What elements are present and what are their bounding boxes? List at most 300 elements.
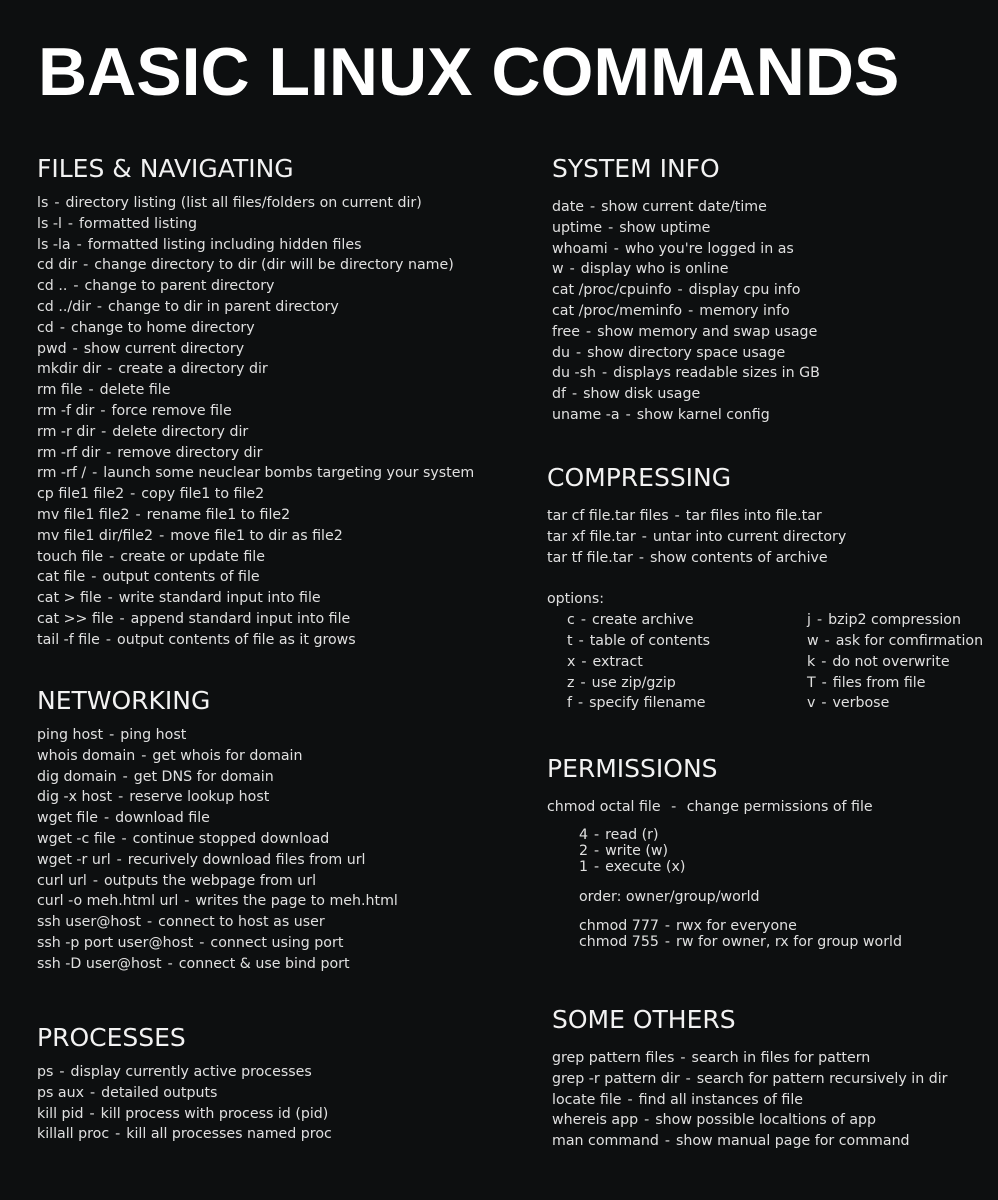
- separator: -: [664, 933, 671, 950]
- command-row: [37, 547, 474, 568]
- separator: -: [67, 215, 74, 232]
- command-description: download file: [115, 810, 210, 827]
- command-name: ps: [37, 1064, 54, 1080]
- command-row: [552, 1131, 947, 1152]
- separator: -: [585, 323, 592, 340]
- separator: -: [88, 382, 94, 399]
- separator: -: [106, 444, 112, 461]
- command-name: du: [552, 344, 570, 361]
- command-name: man command: [552, 1133, 659, 1150]
- command-name: rm -r dir: [37, 423, 96, 440]
- command-row: [552, 1069, 947, 1090]
- option-description: extract: [592, 653, 643, 670]
- option-key: w: [807, 632, 819, 649]
- option-row: [807, 693, 998, 714]
- compressing-heading: COMPRESSING: [547, 463, 732, 492]
- command-row: [37, 505, 474, 526]
- command-row: [552, 363, 820, 384]
- option-description: do not overwrite: [832, 653, 950, 670]
- separator: -: [580, 612, 586, 629]
- command-name: rm -f dir: [37, 402, 95, 419]
- command-row: [37, 1104, 332, 1125]
- command-row: [37, 871, 398, 892]
- options-label: options:: [547, 591, 605, 608]
- option-row: [579, 827, 902, 843]
- command-row: [37, 767, 398, 788]
- command-row: [552, 322, 820, 343]
- command-row: [552, 343, 820, 364]
- command-description: kill all processes named proc: [126, 1126, 332, 1143]
- separator: -: [184, 893, 190, 910]
- options-left-column: [567, 610, 807, 714]
- command-name: cat >> file: [37, 610, 114, 627]
- command-row: [37, 401, 474, 422]
- separator: -: [119, 610, 125, 627]
- option-row: [579, 859, 902, 875]
- command-description: formatted listing including hidden files: [87, 236, 362, 253]
- command-description: reserve lookup host: [129, 789, 270, 806]
- command-description: rename file1 to file2: [146, 506, 291, 523]
- command-row: [552, 301, 820, 322]
- command-name: df: [552, 386, 567, 403]
- command-name: grep -r pattern dir: [552, 1070, 680, 1087]
- command-name: ssh user@host: [37, 914, 142, 931]
- command-row: [37, 850, 398, 871]
- separator: -: [91, 569, 97, 586]
- separator: -: [90, 1084, 96, 1101]
- command-row: [37, 954, 398, 975]
- separator: -: [107, 590, 113, 607]
- compressing-list: [547, 506, 998, 568]
- option-key: 4: [579, 826, 589, 843]
- command-description: ping host: [120, 727, 187, 743]
- separator: -: [100, 402, 106, 419]
- command-row: [37, 588, 474, 609]
- command-name: curl url: [37, 872, 87, 889]
- files-list: [37, 193, 474, 651]
- command-row: [37, 422, 474, 443]
- command-row: [37, 630, 474, 651]
- command-row: [37, 808, 398, 829]
- options-grid: [567, 610, 998, 714]
- command-row: [579, 934, 902, 950]
- command-description: rw for owner, rx for group world: [676, 933, 902, 950]
- command-description: show disk usage: [583, 386, 701, 403]
- command-name: chmod 777: [579, 917, 659, 934]
- command-row: [552, 239, 820, 260]
- separator: -: [122, 768, 128, 785]
- separator: -: [101, 423, 107, 440]
- command-name: chmod 755: [579, 933, 659, 950]
- command-row: [547, 506, 998, 527]
- command-description: formatted listing: [79, 215, 197, 232]
- command-row: [37, 235, 474, 256]
- command-row: [37, 1124, 332, 1145]
- processes-list: [37, 1062, 332, 1145]
- option-right-list: [807, 610, 998, 714]
- command-description: launch some neuclear bombs targeting your system: [103, 465, 475, 482]
- command-name: cat /proc/cpuinfo: [552, 282, 672, 299]
- command-description: displays readable sizes in GB: [613, 365, 820, 382]
- processes-section: [37, 1023, 332, 1145]
- separator: -: [199, 934, 205, 951]
- option-key: T: [807, 674, 816, 691]
- command-row: [37, 193, 474, 214]
- separator: -: [83, 257, 89, 274]
- command-description: writes the page to meh.html: [195, 893, 398, 910]
- command-row: [37, 463, 474, 484]
- command-description: get DNS for domain: [133, 768, 274, 785]
- command-name: mv file1 dir/file2: [37, 527, 154, 544]
- command-description: delete file: [99, 382, 171, 399]
- command-name: locate file: [552, 1091, 622, 1108]
- separator: -: [602, 365, 608, 382]
- command-name: cat file: [37, 569, 86, 586]
- command-row: [37, 609, 474, 630]
- command-name: cd ..: [37, 278, 68, 295]
- separator: -: [608, 219, 614, 236]
- command-row: [552, 405, 820, 426]
- command-description: connect & use bind port: [178, 955, 350, 972]
- separator: -: [590, 199, 596, 215]
- command-description: show directory space usage: [587, 344, 786, 361]
- command-row: [552, 280, 820, 301]
- separator: -: [638, 549, 644, 566]
- command-name: mkdir dir: [37, 361, 102, 378]
- command-description: show memory and swap usage: [597, 323, 818, 340]
- option-key: 2: [579, 842, 589, 859]
- option-description: read (r): [605, 826, 659, 843]
- command-row: [37, 214, 474, 235]
- command-row: [552, 1090, 947, 1111]
- permissions-order: order: owner/group/world: [579, 888, 760, 905]
- separator: -: [159, 527, 165, 544]
- command-description: search for pattern recursively in dir: [696, 1070, 948, 1087]
- command-row: [552, 1048, 947, 1069]
- command-name: killall proc: [37, 1126, 110, 1143]
- separator: -: [141, 747, 147, 764]
- command-name: tar xf file.tar: [547, 528, 636, 545]
- command-name: cat /proc/meminfo: [552, 302, 683, 319]
- option-row: [567, 673, 807, 694]
- command-name: touch file: [37, 548, 104, 565]
- separator: -: [578, 632, 584, 649]
- permissions-main: chmod octal file - change permissions of file: [547, 799, 873, 815]
- command-description: append standard input into file: [130, 610, 351, 627]
- separator: -: [130, 486, 136, 503]
- option-description: create archive: [591, 612, 694, 629]
- command-description: find all instances of file: [638, 1091, 803, 1108]
- command-description: move file1 to dir as file2: [170, 527, 343, 544]
- command-row: [37, 339, 474, 360]
- command-name: tail -f file: [37, 631, 100, 648]
- option-key: c: [567, 612, 575, 629]
- command-description: output contents of file: [102, 569, 260, 586]
- command-row: [37, 380, 474, 401]
- option-row: [807, 631, 998, 652]
- command-name: ls: [37, 195, 49, 211]
- system-heading: SYSTEM INFO: [552, 154, 720, 183]
- command-description: write standard input into file: [118, 590, 321, 607]
- separator: -: [92, 465, 98, 482]
- separator: -: [576, 344, 582, 361]
- command-name: wget -r url: [37, 851, 111, 868]
- command-name: wget file: [37, 810, 99, 827]
- permissions-main-cmd: chmod octal file: [547, 799, 661, 815]
- command-name: cd dir: [37, 257, 78, 274]
- command-row: [552, 384, 820, 405]
- command-row: [37, 933, 398, 954]
- command-row: [37, 1083, 332, 1104]
- option-key: v: [807, 695, 816, 712]
- separator: -: [580, 674, 586, 691]
- processes-heading: PROCESSES: [37, 1023, 186, 1052]
- command-name: free: [552, 323, 580, 340]
- option-description: files from file: [832, 674, 926, 691]
- command-description: display cpu info: [688, 282, 801, 299]
- command-name: dig -x host: [37, 789, 113, 806]
- option-key: t: [567, 632, 573, 649]
- system-list: [552, 197, 820, 426]
- command-row: [37, 725, 398, 746]
- option-row: [567, 631, 807, 652]
- separator: -: [96, 298, 103, 315]
- command-description: show possible localtions of app: [655, 1112, 877, 1129]
- command-row: [37, 276, 474, 297]
- separator: -: [594, 858, 600, 875]
- networking-heading: NETWORKING: [37, 686, 211, 715]
- command-description: show karnel config: [636, 406, 770, 423]
- command-name: du -sh: [552, 365, 597, 382]
- separator: -: [116, 851, 122, 868]
- separator: -: [641, 528, 647, 545]
- command-description: display currently active processes: [70, 1064, 312, 1080]
- networking-section: [37, 686, 398, 975]
- files-section: [37, 154, 474, 651]
- command-row: [37, 1062, 332, 1083]
- command-row: [37, 829, 398, 850]
- command-description: show manual page for command: [675, 1133, 910, 1150]
- option-key: k: [807, 653, 816, 670]
- command-description: outputs the webpage from url: [103, 872, 317, 889]
- command-name: ps aux: [37, 1084, 84, 1101]
- separator: -: [627, 1091, 633, 1108]
- separator: -: [73, 278, 79, 295]
- command-name: whereis app: [552, 1112, 639, 1129]
- option-row: [567, 652, 807, 673]
- separator: -: [581, 653, 587, 670]
- command-row: [37, 255, 474, 276]
- option-key: f: [567, 695, 572, 712]
- separator: -: [816, 612, 823, 629]
- command-description: directory listing (list all files/folders on current dir): [65, 195, 422, 211]
- command-description: copy file1 to file2: [141, 486, 265, 503]
- command-name: cd ../dir: [37, 298, 91, 315]
- command-row: [552, 218, 820, 239]
- separator: -: [594, 826, 600, 843]
- page-title: BASIC LINUX COMMANDS: [38, 34, 900, 110]
- separator: -: [685, 1070, 691, 1087]
- command-name: mv file1 file2: [37, 506, 130, 523]
- option-description: bzip2 compression: [828, 612, 961, 629]
- command-name: wget -c file: [37, 830, 116, 847]
- separator: -: [824, 632, 830, 649]
- command-row: [37, 359, 474, 380]
- command-row: [37, 746, 398, 767]
- command-description: memory info: [699, 302, 790, 319]
- permissions-heading: PERMISSIONS: [547, 754, 718, 783]
- command-name: w: [552, 261, 564, 278]
- command-row: [37, 567, 474, 588]
- command-description: create or update file: [120, 548, 265, 565]
- permission-modes: [579, 827, 902, 875]
- command-name: cd: [37, 319, 54, 336]
- command-description: recurively download files from url: [127, 851, 366, 868]
- command-name: rm -rf dir: [37, 444, 101, 461]
- command-row: [37, 484, 474, 505]
- option-left-list: [567, 610, 807, 714]
- option-description: use zip/gzip: [591, 674, 676, 691]
- command-description: force remove file: [111, 402, 232, 419]
- command-row: [547, 527, 998, 548]
- separator: -: [59, 319, 65, 336]
- files-heading: FILES & NAVIGATING: [37, 154, 294, 183]
- separator: -: [664, 1133, 670, 1150]
- permissions-examples: [579, 918, 902, 950]
- separator: -: [613, 240, 619, 257]
- separator: -: [105, 631, 112, 648]
- others-section: [552, 1005, 947, 1152]
- command-description: create a directory dir: [118, 361, 268, 378]
- command-name: uptime: [552, 219, 603, 236]
- separator: -: [688, 302, 694, 319]
- option-row: [807, 652, 998, 673]
- option-key: 1: [579, 858, 589, 875]
- command-row: [552, 1110, 947, 1131]
- command-name: ssh -p port user@host: [37, 934, 194, 951]
- separator: -: [821, 695, 827, 712]
- command-row: [37, 912, 398, 933]
- option-row: [567, 693, 807, 714]
- separator: -: [821, 653, 827, 670]
- separator: -: [594, 842, 600, 859]
- command-description: kill process with process id (pid): [100, 1105, 329, 1122]
- command-description: continue stopped download: [132, 830, 330, 847]
- system-section: [552, 154, 820, 426]
- separator: -: [167, 955, 173, 972]
- command-name: ssh -D user@host: [37, 955, 162, 972]
- separator: -: [76, 236, 82, 253]
- command-description: rwx for everyone: [676, 917, 797, 934]
- separator: -: [147, 914, 153, 931]
- option-key: x: [567, 653, 576, 670]
- command-description: display who is online: [580, 261, 729, 278]
- command-name: dig domain: [37, 768, 117, 785]
- options-right-column: [807, 610, 998, 714]
- separator: -: [121, 830, 127, 847]
- command-name: ping host: [37, 727, 104, 743]
- command-description: connect to host as user: [158, 914, 325, 931]
- command-description: remove directory dir: [117, 444, 263, 461]
- command-description: output contents of file as it grows: [117, 631, 356, 648]
- command-name: whois domain: [37, 747, 136, 764]
- permissions-section: [547, 754, 902, 950]
- command-name: ls -l: [37, 215, 62, 232]
- option-row: [807, 673, 998, 694]
- separator: -: [135, 506, 141, 523]
- option-description: specify filename: [589, 695, 706, 712]
- command-description: show current date/time: [601, 199, 767, 215]
- separator: -: [625, 406, 631, 423]
- command-name: kill pid: [37, 1105, 84, 1122]
- networking-list: [37, 725, 398, 975]
- command-row: [552, 197, 820, 218]
- option-key: j: [807, 612, 811, 629]
- command-row: [37, 787, 398, 808]
- option-description: execute (x): [605, 858, 686, 875]
- command-description: connect using port: [210, 934, 344, 951]
- option-row: [579, 843, 902, 859]
- command-description: show uptime: [619, 219, 711, 236]
- separator: -: [104, 810, 110, 827]
- command-description: change to dir in parent directory: [108, 298, 339, 315]
- command-description: search in files for pattern: [691, 1050, 871, 1066]
- separator: -: [109, 727, 115, 743]
- separator: -: [92, 872, 98, 889]
- separator: -: [109, 548, 115, 565]
- command-name: grep pattern files: [552, 1050, 675, 1066]
- others-list: [552, 1048, 947, 1152]
- separator: -: [107, 361, 113, 378]
- option-row: [567, 610, 807, 631]
- command-description: who you're logged in as: [624, 240, 794, 257]
- separator: -: [89, 1105, 95, 1122]
- command-description: change to parent directory: [84, 278, 275, 295]
- option-description: verbose: [832, 695, 890, 712]
- option-description: ask for comfirmation: [835, 632, 984, 649]
- separator: -: [54, 195, 60, 211]
- command-name: uname -a: [552, 406, 620, 423]
- command-name: rm file: [37, 382, 83, 399]
- command-row: [552, 259, 820, 280]
- separator: -: [644, 1112, 650, 1129]
- separator: -: [664, 917, 671, 934]
- permissions-main-desc: change permissions of file: [686, 799, 873, 815]
- command-row: [37, 891, 398, 912]
- separator: -: [578, 695, 584, 712]
- command-description: show current directory: [83, 340, 245, 357]
- command-name: ls -la: [37, 236, 71, 253]
- command-description: detailed outputs: [101, 1084, 218, 1101]
- separator: -: [680, 1050, 686, 1066]
- command-row: [37, 318, 474, 339]
- command-name: cp file1 file2: [37, 486, 125, 503]
- separator: -: [72, 340, 78, 357]
- command-description: delete directory dir: [112, 423, 249, 440]
- option-description: table of contents: [589, 632, 711, 649]
- command-row: [579, 918, 902, 934]
- command-name: tar cf file.tar files: [547, 508, 669, 524]
- command-name: cat > file: [37, 590, 102, 607]
- others-heading: SOME OTHERS: [552, 1005, 736, 1034]
- separator: -: [821, 674, 827, 691]
- option-key: z: [567, 674, 575, 691]
- separator: -: [674, 508, 680, 524]
- command-row: [547, 548, 998, 569]
- separator: -: [677, 282, 683, 299]
- command-name: date: [552, 199, 584, 215]
- option-row: [807, 610, 998, 631]
